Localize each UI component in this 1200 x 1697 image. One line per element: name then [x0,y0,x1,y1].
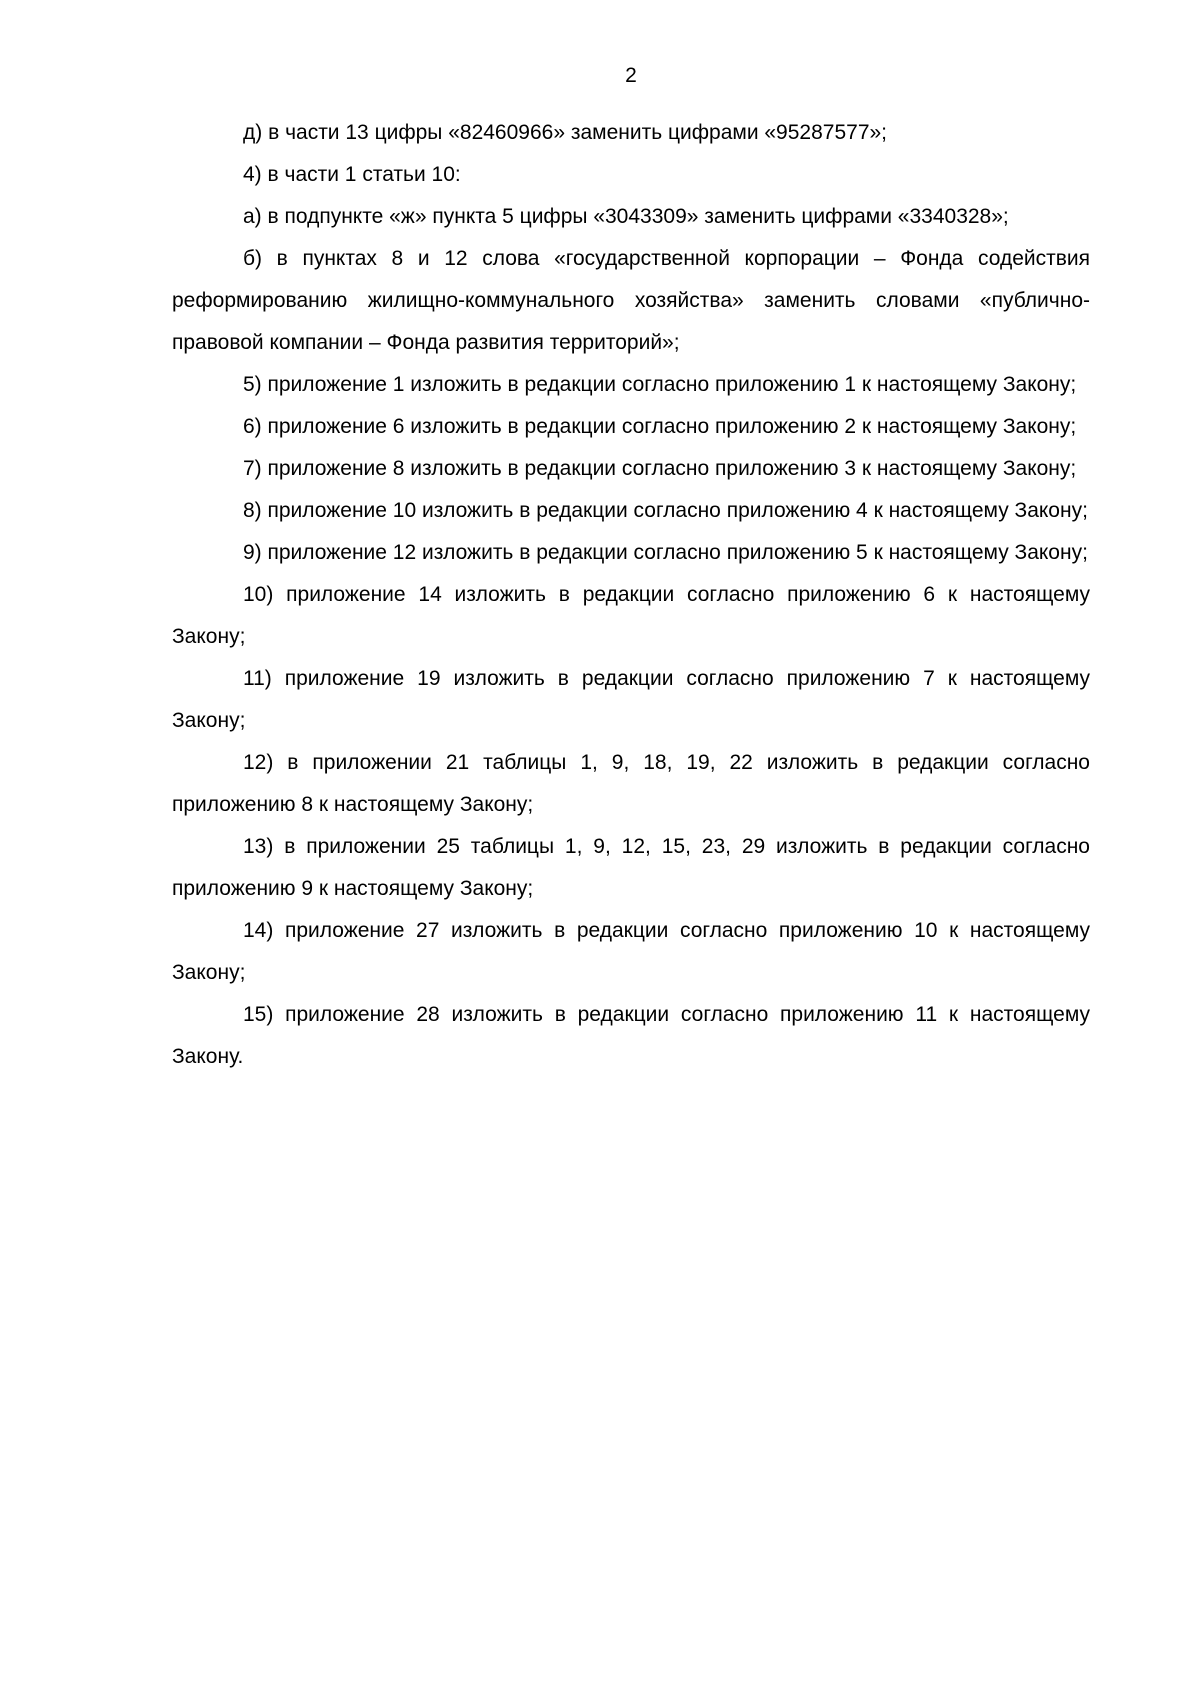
paragraph-9: 9) приложение 12 изложить в редакции согласно приложению 5 к настоящему Закону; [243,541,1088,564]
paragraph-15: 15) приложение 28 изложить в редакции согласно приложению 11 к настоящему Закону. [172,1003,1090,1068]
paragraph-8: 8) приложение 10 изложить в редакции согласно приложению 4 к настоящему Закону; [243,499,1088,522]
page-number: 2 [625,64,637,87]
paragraph-6: 6) приложение 6 изложить в редакции согласно приложению 2 к настоящему Закону; [243,415,1077,438]
paragraph-14: 14) приложение 27 изложить в редакции согласно приложению 10 к настоящему Закону; [172,919,1090,984]
paragraph-a: а) в подпункте «ж» пункта 5 цифры «3043309» заменить цифрами «3340328»; [243,205,1009,228]
paragraph-13: 13) в приложении 25 таблицы 1, 9, 12, 15, 23, 29 изложить в редакции согласно приложению 9 к настоящему Закону; [172,835,1090,900]
paragraph-b: б) в пунктах 8 и 12 слова «государственной корпорации – Фонда содействия реформированию жилищно-коммунального хозяйства» заменить словами «публично-правовой компании – Фонда развития территорий»; [172,247,1090,354]
paragraph-4: 4) в части 1 статьи 10: [243,163,461,186]
paragraph-10: 10) приложение 14 изложить в редакции согласно приложению 6 к настоящему Закону; [172,583,1090,648]
paragraph-7: 7) приложение 8 изложить в редакции согласно приложению 3 к настоящему Закону; [243,457,1077,480]
paragraph-d: д) в части 13 цифры «82460966» заменить цифрами «95287577»; [243,121,888,144]
paragraph-5: 5) приложение 1 изложить в редакции согласно приложению 1 к настоящему Закону; [243,373,1077,396]
paragraph-11: 11) приложение 19 изложить в редакции согласно приложению 7 к настоящему Закону; [172,667,1090,732]
document-body [172,112,1090,1078]
paragraph-12: 12) в приложении 21 таблицы 1, 9, 18, 19, 22 изложить в редакции согласно приложению 8 к настоящему Закону; [172,751,1090,816]
